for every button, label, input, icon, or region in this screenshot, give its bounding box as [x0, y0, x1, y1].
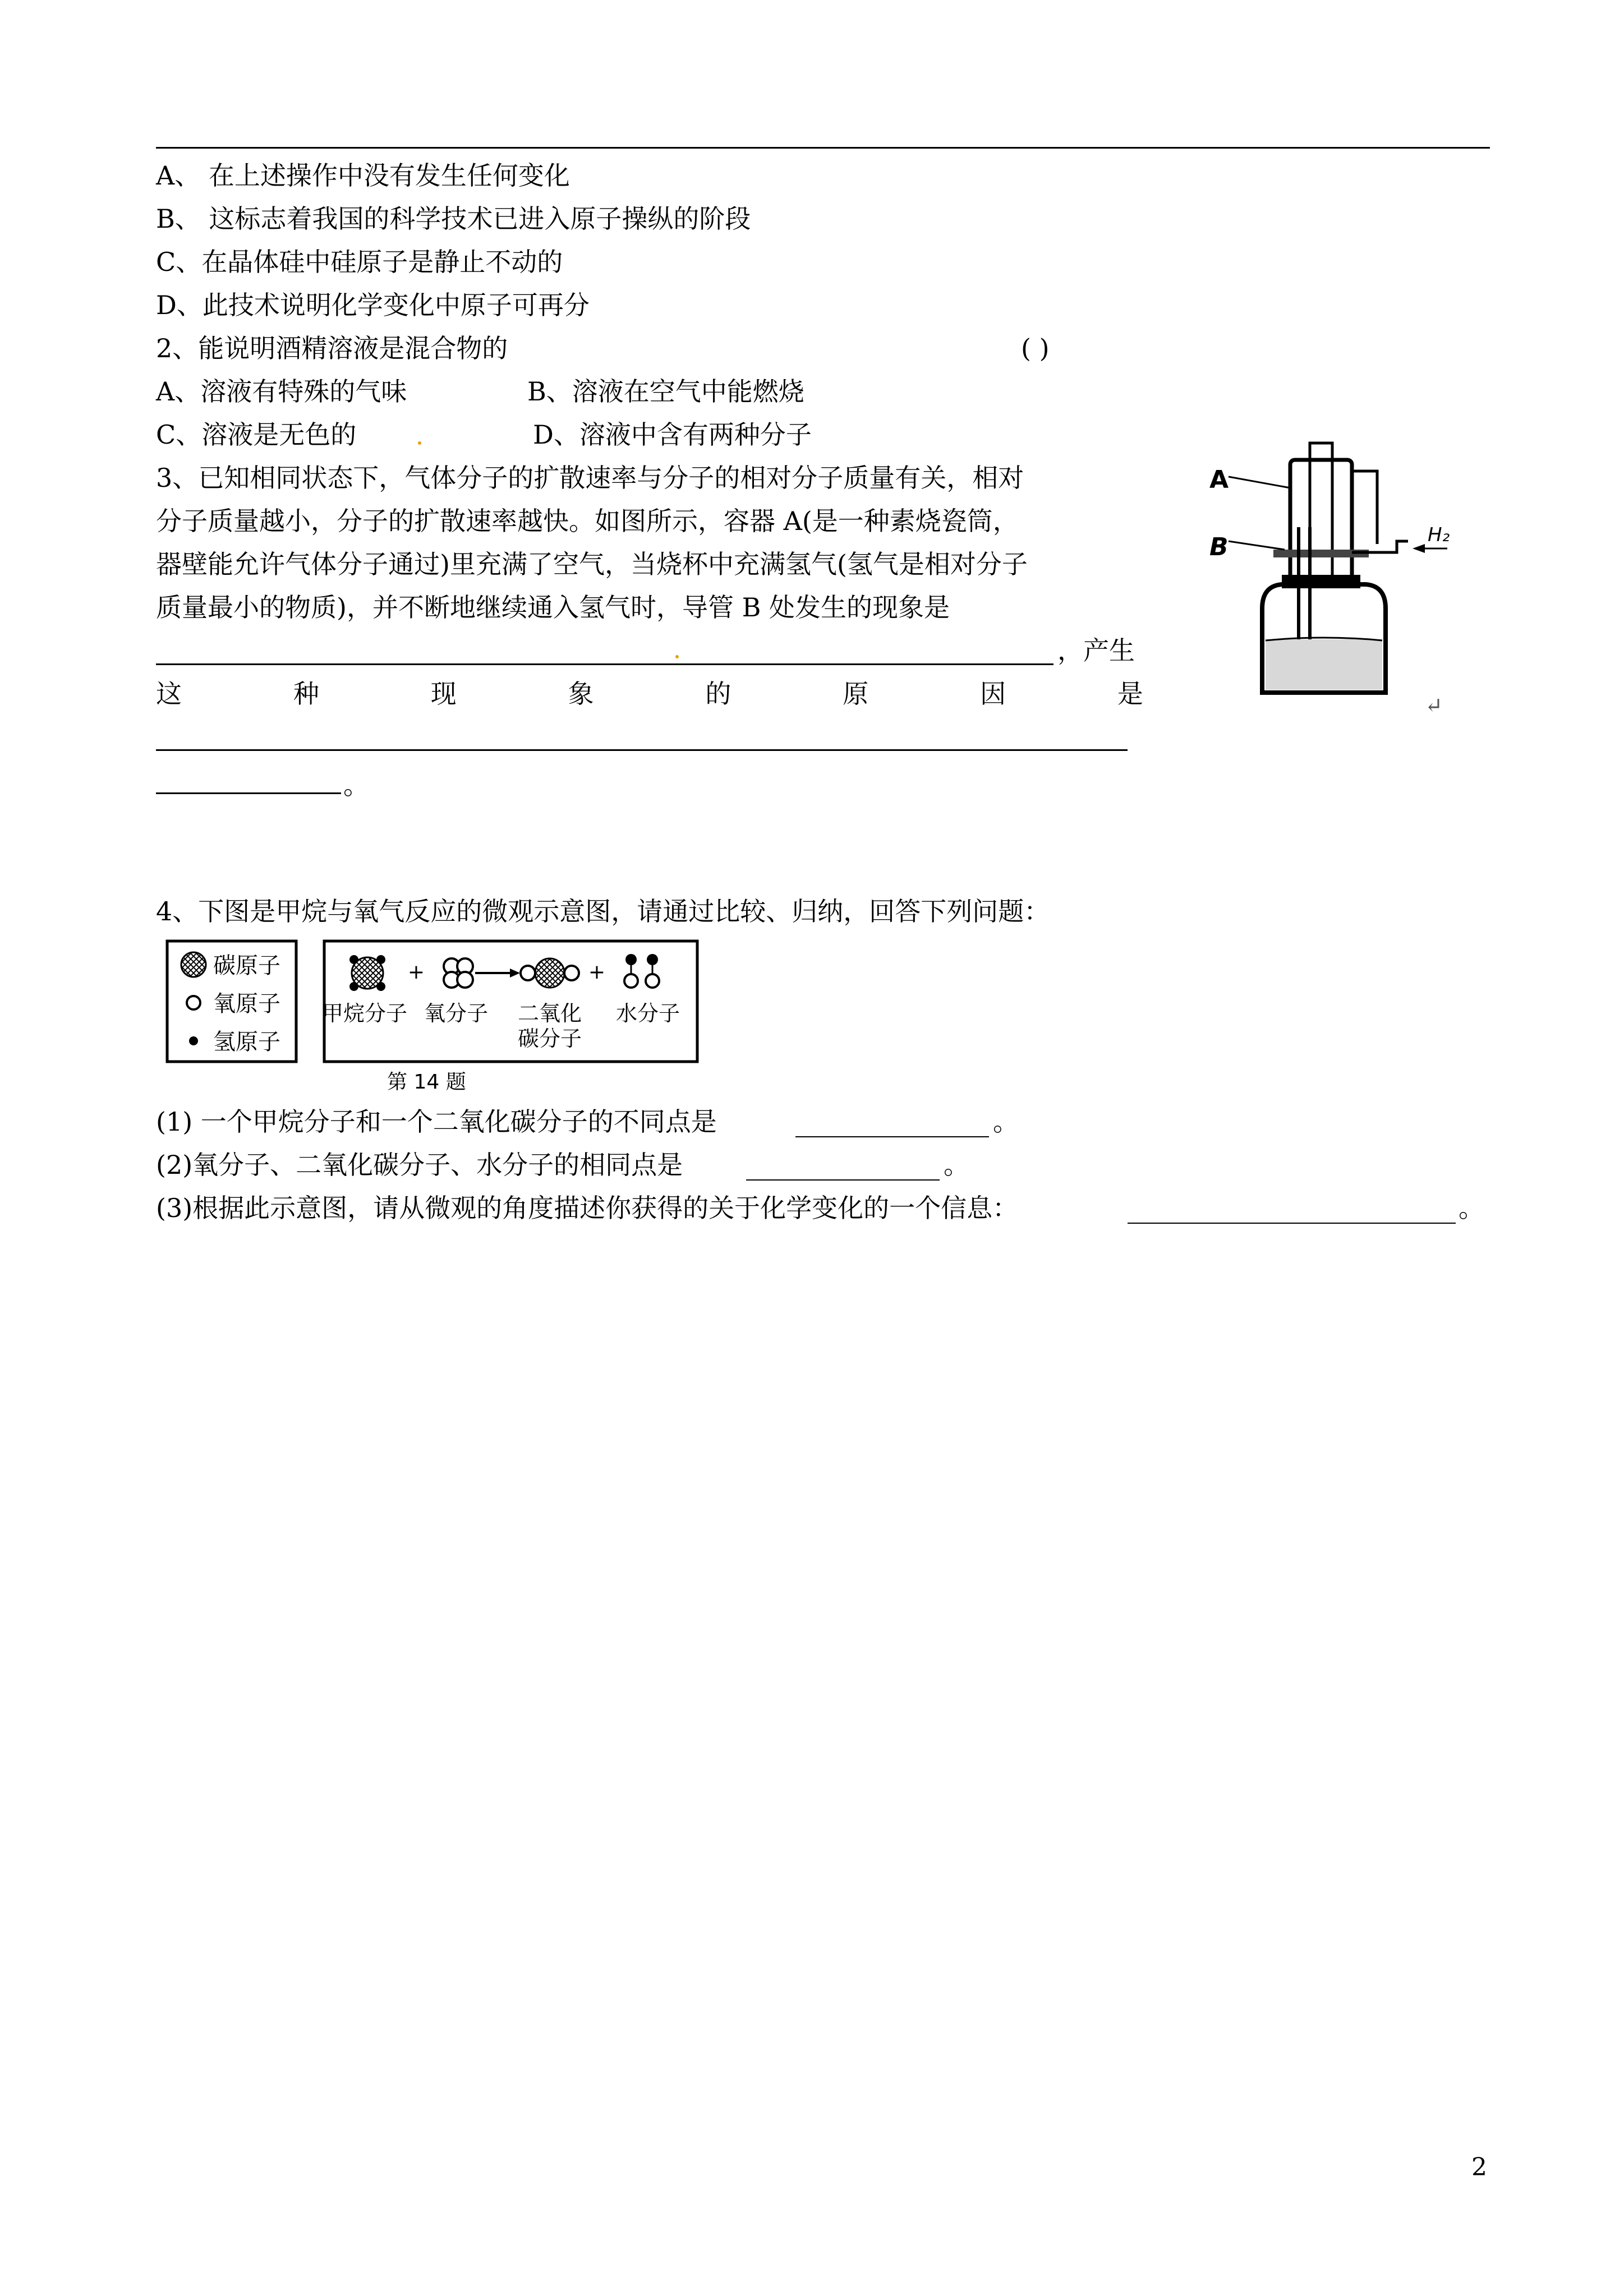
- water-molecule-icon: [624, 954, 659, 988]
- q3-line-4: 质量最小的物质)，并不断地继续通入氢气时，导管 B 处发生的现象是: [156, 592, 950, 623]
- q2-option-b: B、溶液在空气中能燃烧: [527, 376, 804, 407]
- stray-dot: [418, 441, 421, 445]
- stray-dot: [675, 655, 679, 658]
- q2-option-d: D、溶液中含有两种分子: [533, 419, 812, 450]
- label-water: 水分子: [615, 1001, 680, 1026]
- q4-sub2-blank[interactable]: [746, 1179, 940, 1181]
- q4-sub3-blank[interactable]: [1128, 1223, 1456, 1224]
- methane-reaction-diagram: [165, 939, 704, 1068]
- q3-char: 是: [1117, 679, 1143, 709]
- q4-stem: 4、下图是甲烷与氧气反应的微观示意图，请通过比较、归纳，回答下列问题：: [156, 896, 1050, 926]
- q3-line-6: [156, 677, 1143, 711]
- q4-sub2-tail: 。: [944, 1150, 969, 1180]
- figure-label-b: B: [1209, 533, 1229, 561]
- label-co2-line2: 碳分子: [517, 1026, 582, 1051]
- legend-carbon: 碳原子: [213, 953, 280, 979]
- diffusion-apparatus-figure: [1206, 437, 1453, 718]
- q2-stem: 2、能说明酒精溶液是混合物的: [156, 333, 508, 363]
- q4-sub1: (1) 一个甲烷分子和一个二氧化碳分子的不同点是: [156, 1106, 717, 1137]
- oxygen-atom-legend-icon: [187, 996, 200, 1009]
- plus-sign: +: [588, 961, 606, 984]
- q3-line-5-tail: ，产生: [1057, 635, 1135, 666]
- q4-sub3-tail: 。: [1459, 1193, 1484, 1223]
- oxygen-molecule-icon: [444, 958, 473, 988]
- q3-blank-reason-2[interactable]: [156, 792, 341, 794]
- label-co2-line1: 二氧化: [517, 1001, 582, 1026]
- methane-molecule-icon: [349, 955, 385, 991]
- q2-answer-paren[interactable]: ( ): [1021, 333, 1050, 363]
- legend-oxygen: 氧原子: [213, 991, 280, 1017]
- carbon-dioxide-molecule-icon: [521, 958, 579, 988]
- plus-sign: +: [407, 961, 425, 984]
- return-mark: ↵: [1425, 693, 1443, 718]
- label-oxygen: 氧分子: [424, 1001, 489, 1026]
- q3-line-8-tail: 。: [343, 770, 369, 800]
- q1-option-b: B、 这标志着我国的科学技术已进入原子操纵的阶段: [156, 204, 751, 234]
- q4-sub1-tail: 。: [993, 1106, 1019, 1137]
- figure-label-a: A: [1209, 465, 1229, 494]
- q3-line-2: 分子质量越小，分子的扩散速率越快。如图所示，容器 A(是一种素烧瓷筒，: [156, 506, 1019, 536]
- q1-option-a: A、 在上述操作中没有发生任何变化: [156, 160, 570, 191]
- label-methane: 甲烷分子: [321, 1001, 408, 1026]
- header-rule: [156, 147, 1490, 149]
- carbon-atom-legend-icon: [181, 952, 206, 977]
- q3-char: 原: [843, 679, 869, 709]
- q3-char: 象: [568, 679, 594, 709]
- q1-option-d: D、此技术说明化学变化中原子可再分: [156, 290, 590, 320]
- hydrogen-atom-legend-icon: [189, 1036, 198, 1045]
- q3-char: 这: [156, 679, 182, 709]
- q3-char: 的: [705, 679, 732, 709]
- q4-sub3: (3)根据此示意图，请从微观的角度描述你获得的关于化学变化的一个信息：: [156, 1193, 1019, 1223]
- q3-char: 种: [293, 679, 319, 709]
- q4-sub1-blank[interactable]: [795, 1136, 989, 1137]
- q3-char: 现: [430, 679, 457, 709]
- q1-option-c: C、在晶体硅中硅原子是静止不动的: [156, 247, 563, 277]
- q3-blank-reason-1[interactable]: [156, 749, 1128, 751]
- figure-caption: 第 14 题: [387, 1071, 466, 1094]
- figure-label-h2: H₂: [1428, 524, 1450, 546]
- q3-char: 因: [980, 679, 1006, 709]
- q2-option-a: A、溶液有特殊的气味: [156, 376, 407, 407]
- q3-line-3: 器壁能允许气体分子通过)里充满了空气，当烧杯中充满氢气(氢气是相对分子: [156, 549, 1028, 579]
- q3-line-1: 3、已知相同状态下，气体分子的扩散速率与分子的相对分子质量有关，相对: [156, 463, 1024, 493]
- page-number: 2: [1471, 2153, 1487, 2182]
- q4-sub2: (2)氧分子、二氧化碳分子、水分子的相同点是: [156, 1150, 683, 1180]
- q2-option-c: C、溶液是无色的: [156, 419, 357, 450]
- q3-blank-phenomenon[interactable]: [156, 663, 1053, 665]
- legend-hydrogen: 氢原子: [213, 1029, 280, 1055]
